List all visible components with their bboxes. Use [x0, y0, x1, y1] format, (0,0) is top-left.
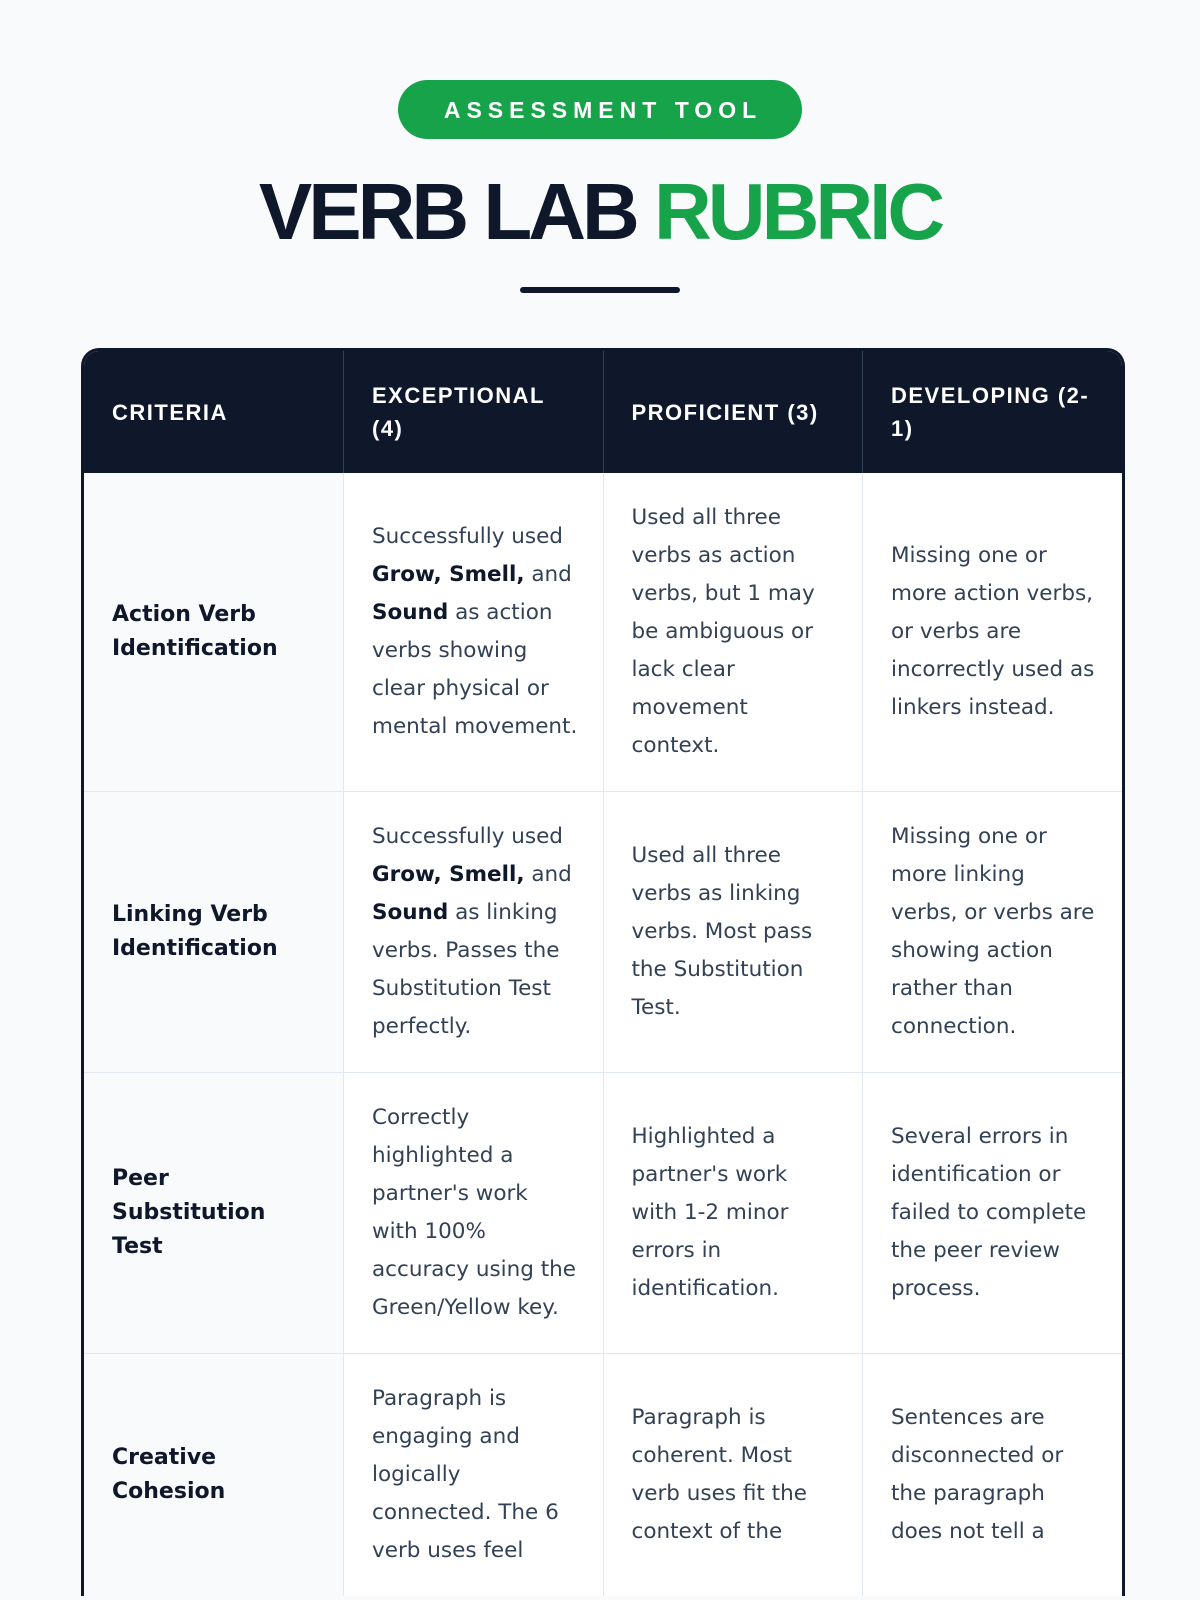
rubric-table-header	[84, 351, 1122, 473]
proficient-cell	[603, 1354, 863, 1597]
exceptional-cell	[344, 792, 604, 1073]
descriptor-text: as linking verbs. Passes the Substitution Test perfectly.	[372, 900, 560, 1039]
descriptor-text: Successfully used	[372, 524, 563, 549]
criteria-cell: Peer Substitution Test	[84, 1073, 344, 1354]
column-header-proficient: PROFICIENT (3)	[603, 351, 863, 473]
descriptor-text: Several errors in identification or failed to complete the peer review process.	[891, 1124, 1087, 1301]
emphasized-verb: Grow, Smell,	[372, 862, 525, 887]
page-title	[0, 167, 1200, 257]
descriptor-text: as action verbs showing clear physical or mental movement.	[372, 600, 578, 739]
emphasized-verb: Grow, Smell,	[372, 562, 525, 587]
column-header-exceptional: EXCEPTIONAL (4)	[344, 351, 604, 473]
column-header-developing: DEVELOPING (2-1)	[863, 351, 1123, 473]
rubric-row	[84, 792, 1122, 1073]
descriptor-text: Sentences are disconnected or the paragraph does not tell a	[891, 1405, 1064, 1544]
criteria-cell: Creative Cohesion	[84, 1354, 344, 1597]
descriptor-text: Highlighted a partner's work with 1-2 minor errors in identification.	[631, 1124, 789, 1301]
descriptor-text: Missing one or more linking verbs, or verbs are showing action rather than connection.	[891, 824, 1095, 1039]
descriptor-text: Used all three verbs as action verbs, but 1 may be ambiguous or lack clear movement context.	[631, 505, 815, 758]
developing-cell	[863, 792, 1123, 1073]
rubric-table	[84, 351, 1122, 1596]
column-header-criteria: CRITERIA	[84, 351, 344, 473]
rubric-row	[84, 1354, 1122, 1597]
rubric-row	[84, 473, 1122, 792]
rubric-table-container	[81, 348, 1125, 1596]
header-row	[84, 351, 1122, 473]
exceptional-cell	[344, 1354, 604, 1597]
proficient-cell	[603, 1073, 863, 1354]
descriptor-text: Correctly highlighted a partner's work with 100% accuracy using the Green/Yellow key.	[372, 1105, 577, 1320]
proficient-cell	[603, 792, 863, 1073]
emphasized-verb: Sound	[372, 900, 449, 925]
descriptor-text: and	[524, 862, 572, 887]
exceptional-cell	[344, 1073, 604, 1354]
descriptor-text: and	[524, 562, 572, 587]
developing-cell	[863, 1073, 1123, 1354]
descriptor-text: Paragraph is coherent. Most verb uses fit the context of the	[631, 1405, 807, 1544]
proficient-cell	[603, 473, 863, 792]
developing-cell	[863, 473, 1123, 792]
developing-cell	[863, 1354, 1123, 1597]
rubric-row	[84, 1073, 1122, 1354]
title-divider	[520, 287, 680, 293]
title-accent: RUBRIC	[654, 167, 942, 256]
descriptor-text: Successfully used	[372, 824, 563, 849]
rubric-table-body	[84, 473, 1122, 1596]
emphasized-verb: Sound	[372, 600, 449, 625]
descriptor-text: Used all three verbs as linking verbs. Most pass the Substitution Test.	[631, 843, 813, 1020]
criteria-cell: Action Verb Identification	[84, 473, 344, 792]
title-main: VERB LAB	[258, 167, 636, 256]
descriptor-text: Missing one or more action verbs, or verbs are incorrectly used as linkers instead.	[891, 543, 1095, 720]
page-header	[0, 0, 1200, 293]
assessment-tool-badge: ASSESSMENT TOOL	[398, 80, 802, 139]
exceptional-cell	[344, 473, 604, 792]
descriptor-text: Paragraph is engaging and logically connected. The 6 verb uses feel	[372, 1386, 559, 1563]
criteria-cell: Linking Verb Identification	[84, 792, 344, 1073]
